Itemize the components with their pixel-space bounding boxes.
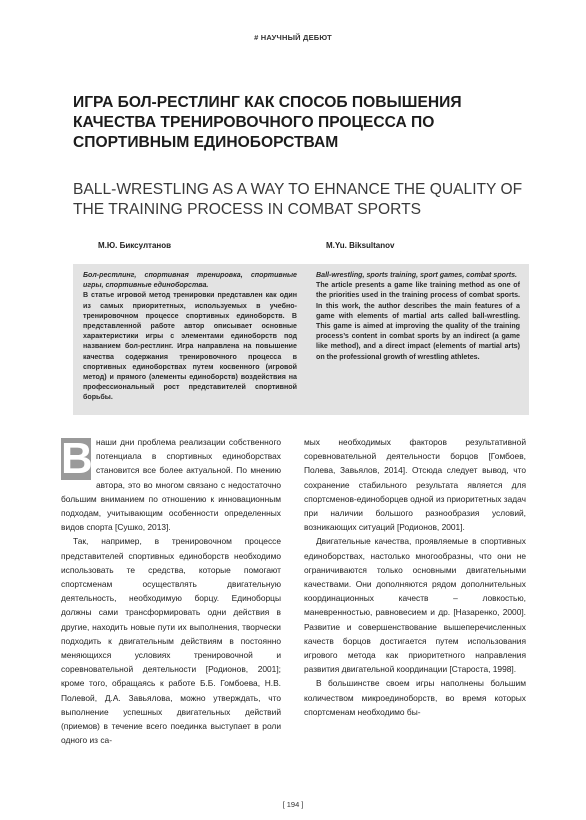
body-column-right — [304, 435, 526, 719]
section-tag: # НАУЧНЫЙ ДЕБЮТ — [254, 33, 332, 42]
body-paragraph: Так, например, в тренировочном процессе представителей спортивных единоборств необходимо использовать те средства, которые помогают спортсменам осуществлять двигательную деятельность, необходимую борцу. Единоборцы должны сами трансформировать одни действия в другие, находить новые пути их выполнения, творчески подходить к двигательным действиям в постоянно меняющихся условиях тренировочной и соревновательной деятельности [Родионов, 2001]; кроме того, обращаясь к работе Б.Б. Гомбоева, Н.В. Полевой, Д.А. Завьялова, можно утверждать, что выполнение успешных двигательных действий (приемов) в течение всего поединка выступает в роли одного из са- — [61, 536, 281, 746]
abstract-ru — [83, 270, 297, 403]
body-paragraph: мых необходимых факторов результативной соревновательной деятельности борцов [Гомбоев, Полева, Завьялов, 2014]. Отсюда следует вывод, что сохранение стабильного результата является для спортсменов-единоборцев одной из приоритетных задач при наличии большого разнообразия условий, возникающих ситуаций [Родионов, 2001]. — [304, 437, 526, 533]
body-paragraph: Двигательные качества, проявляемые в спортивных единоборствах, настолько многообразны, что они не ограничиваются только основными двигательными качествами. Они дополняются рядом дополнительных координационных качеств – ловкостью, маневренностью, равновесием и др. [Назаренко, 2000]. Развитие и совершенствование вышеперечисленных качеств борцов достигается путем использования игрового метода как приоритетного направления развития двигательной координации [Староста, 1998]. — [304, 536, 526, 675]
article-title-en: BALL-WRESTLING AS A WAY TO EHNANCE THE QUALITY OF THE TRAINING PROCESS IN COMBAT SPORTS — [73, 181, 523, 218]
keywords-ru: Бол-рестлинг, спортивная тренировка, спортивные игры, спортивные единоборства. — [83, 271, 297, 290]
body-column-left — [61, 435, 281, 747]
page-number: [ 194 ] — [282, 800, 304, 809]
keywords-en: Ball-wrestling, sports training, sport games, combat sports. — [316, 271, 518, 279]
body-text: наши дни проблема реализации собственного потенциала в спортивных единоборствах становится все более актуальной. По мнению автора, это во многом связано с недостаточно большим вниманием по отношению к инновационным подходам, учитывающим особенности определенных видов спорта [Сушко, 2013]. — [61, 437, 281, 533]
abstract-text-ru: В статье игровой метод тренировки представлен как один из самых приоритетных, используемых в учебно-тренировочном процессе спортивных единоборств. В представленной работе автор описывает основные характеристики игры с элементами единоборств под названием бол-рестлинг. Игра направлена на повышение качества содержания тренировочного процесса в спортивных единоборствах путем косвенного (игровой метод) и прямого (элементы единоборств) воздействия на профессиональный рост представителей спортивной борьбы. — [83, 291, 297, 402]
author-en: M.Yu. Biksultanov — [326, 241, 395, 250]
abstract-text-en: The article presents a game like training method as one of the priorities used in the training process of combat sports. In this work, the author describes the main features of a game with elements of martial arts called ball-wrestling. This game is aimed at improving the quality of the training process’s content in combat sports by an indirect (a game like method), and a direct impact (elements of martial arts) on the professional growth of wrestling athletes. — [316, 281, 520, 361]
abstract-box — [73, 264, 529, 415]
article-title-ru: ИГРА БОЛ-РЕСТЛИНГ КАК СПОСОБ ПОВЫШЕНИЯ КАЧЕСТВА ТРЕНИРОВОЧНОГО ПРОЦЕССА ПО СПОРТИВНЫМ ЕДИНОБОРСТВАМ — [73, 94, 462, 151]
author-ru: М.Ю. Биксултанов — [98, 241, 172, 250]
body-paragraph: В большинстве своем игры наполнены большим количеством микроединоборств, во время которых спортсменам необходимо бы- — [304, 678, 526, 717]
body-paragraph — [61, 435, 281, 534]
abstract-en — [316, 270, 520, 362]
drop-cap: В — [61, 434, 93, 483]
